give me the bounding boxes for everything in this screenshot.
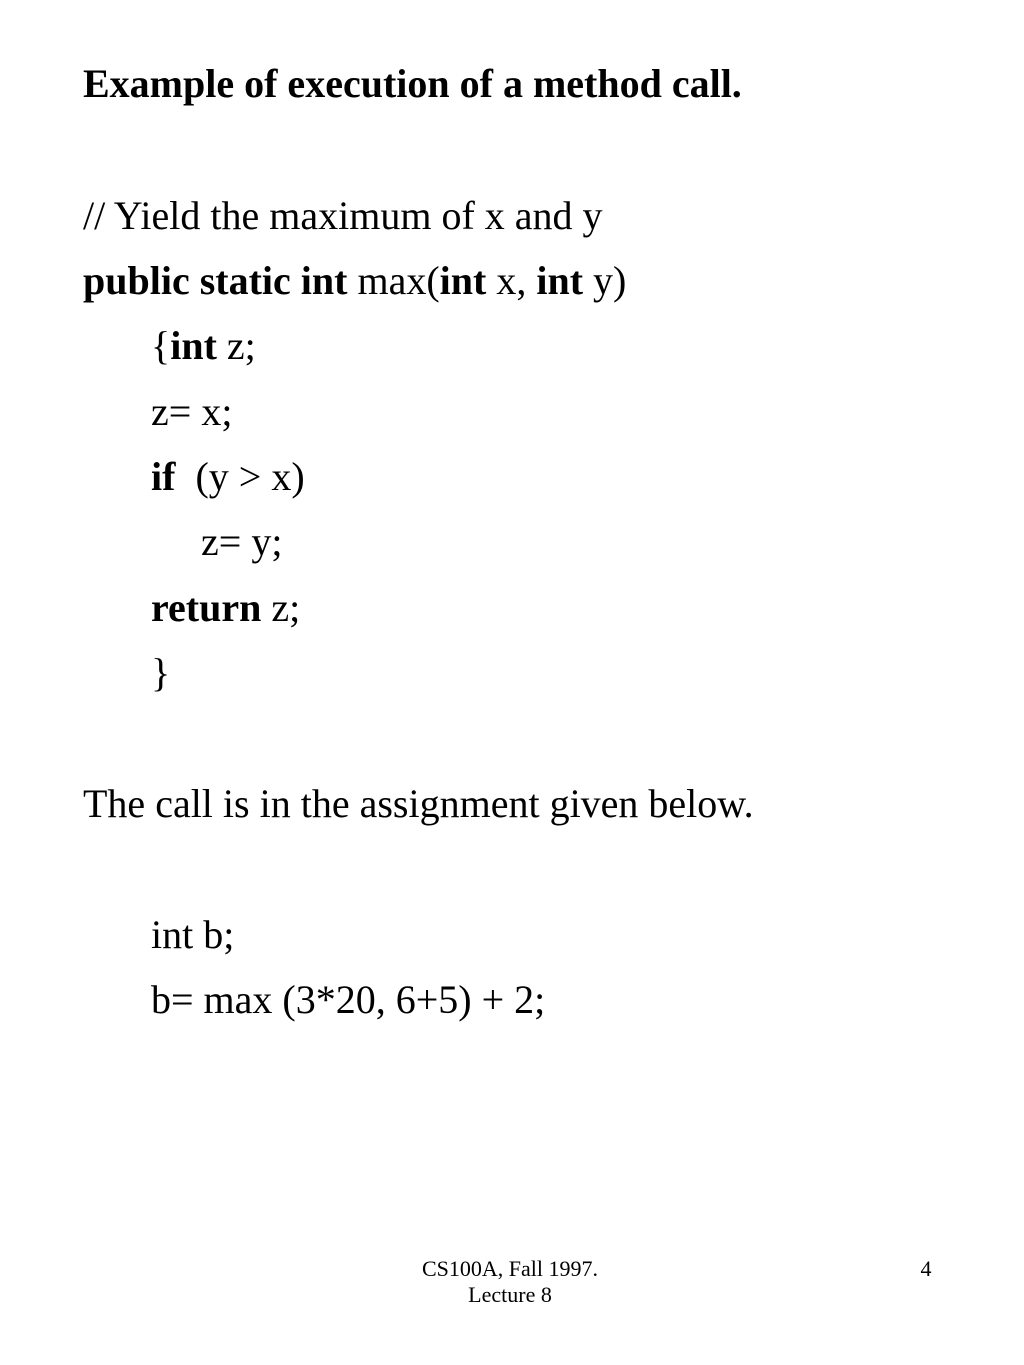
keyword-public: public	[83, 258, 190, 303]
code-assign-y: z= y;	[201, 519, 283, 564]
return-keyword: return	[151, 585, 262, 630]
open-brace: {	[151, 323, 171, 368]
return-rest: z;	[271, 585, 301, 630]
param1-name: x,	[496, 258, 527, 303]
decl-rest: z;	[226, 323, 256, 368]
slide-title: Example of execution of a method call.	[83, 61, 742, 106]
keyword-static: static	[199, 258, 291, 303]
param2-name: y)	[593, 258, 627, 303]
code-return	[151, 585, 301, 630]
if-keyword: if	[151, 454, 176, 499]
if-condition: (y > x)	[195, 454, 305, 499]
method-signature	[83, 258, 627, 303]
param2-type: int	[536, 258, 584, 303]
code-declaration	[151, 323, 256, 368]
keyword-int: int	[300, 258, 348, 303]
decl-type: int	[170, 323, 217, 368]
close-brace: }	[151, 650, 171, 695]
call-text: The call is in the assignment given below.	[83, 781, 754, 826]
call-code-line-1: int b;	[151, 912, 235, 957]
param1-type: int	[439, 258, 487, 303]
footer-course: CS100A, Fall 1997.	[421, 1256, 599, 1281]
code-assign-x: z= x;	[151, 389, 233, 434]
code-if	[151, 454, 305, 499]
footer-lecture: Lecture 8	[468, 1282, 552, 1308]
page-number: 4	[920, 1256, 932, 1281]
footer-course-info	[360, 1256, 660, 1309]
call-code-line-2: b= max (3*20, 6+5) + 2;	[151, 977, 546, 1022]
code-comment: // Yield the maximum of x and y	[83, 193, 603, 238]
method-name: max(	[357, 258, 440, 303]
